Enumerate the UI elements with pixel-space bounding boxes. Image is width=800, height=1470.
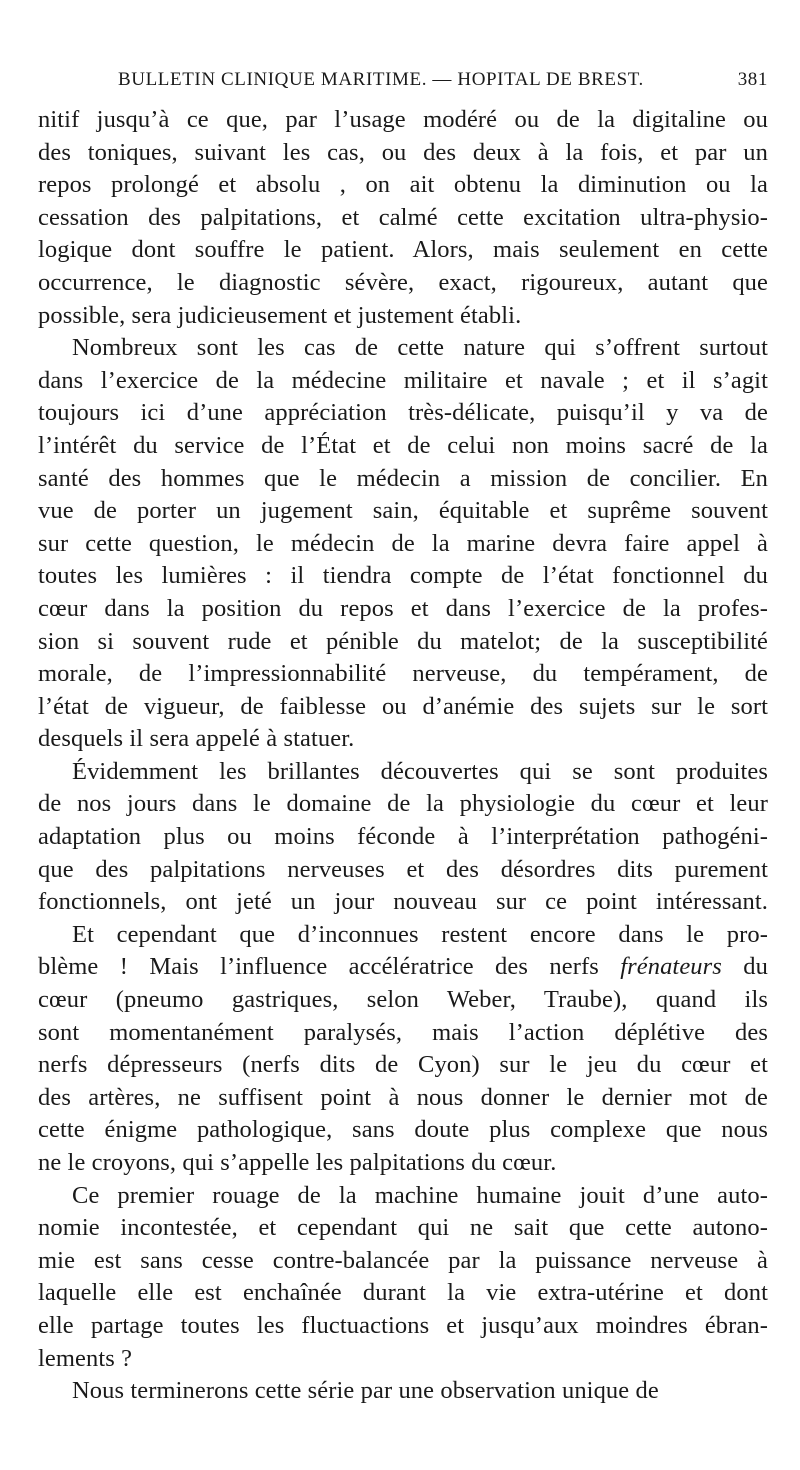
text-line: sont momentanément paralysés, mais l’action déplétive des	[38, 1018, 768, 1046]
text-line: morale, de l’impressionnabilité nerveuse, du tempérament, de	[38, 660, 768, 688]
text-line: vue de porter un jugement sain, équitable et suprême souvent	[38, 497, 768, 525]
text-line: blème ! Mais l’influence accélératrice des nerfs frénateurs du	[38, 953, 768, 981]
running-header	[38, 62, 768, 98]
text-line: laquelle elle est enchaînée durant la vie extra-utérine et dont	[38, 1279, 768, 1307]
text-line: Évidemment les brillantes découvertes qui se sont produites	[72, 757, 768, 785]
text-line: mie est sans cesse contre-balancée par la puissance nerveuse à	[38, 1246, 768, 1274]
text-line: Ce premier rouage de la machine humaine jouit d’une auto-	[72, 1181, 768, 1209]
text-line: repos prolongé et absolu , on ait obtenu la diminution ou la	[38, 171, 768, 199]
text-line: cessation des palpitations, et calmé cette excitation ultra-physio-	[38, 203, 768, 231]
text-line: logique dont souffre le patient. Alors, mais seulement en cette	[38, 236, 768, 264]
text-line: toutes les lumières : il tiendra compte de l’état fonctionnel du	[38, 562, 768, 590]
text-line: sion si souvent rude et pénible du matelot; de la susceptibilité	[38, 627, 768, 655]
text-line: que des palpitations nerveuses et des désordres dits purement	[38, 855, 768, 883]
text-line: elle partage toutes les fluctuactions et jusqu’aux moindres ébran-	[38, 1311, 768, 1339]
text-line: de nos jours dans le domaine de la physiologie du cœur et leur	[38, 790, 768, 818]
text-line: Et cependant que d’inconnues restent encore dans le pro-	[72, 920, 768, 948]
text-line: desquels il sera appelé à statuer.	[38, 725, 355, 753]
italic-term: frénateurs	[620, 953, 722, 981]
document-page	[38, 62, 768, 1452]
text-line: santé des hommes que le médecin a mission de concilier. En	[38, 464, 768, 492]
text-line: occurrence, le diagnostic sévère, exact, rigoureux, autant que	[38, 268, 768, 296]
text-line: des artères, ne suffisent point à nous donner le dernier mot de	[38, 1083, 768, 1111]
text-line: l’intérêt du service de l’État et de celui non moins sacré de la	[38, 431, 768, 459]
text-line: cœur dans la position du repos et dans l’exercice de la profes-	[38, 594, 768, 622]
text-line: nerfs dépresseurs (nerfs dits de Cyon) sur le jeu du cœur et	[38, 1051, 768, 1079]
text-line: dans l’exercice de la médecine militaire et navale ; et il s’agit	[38, 366, 768, 394]
running-title: BULLETIN CLINIQUE MARITIME. — HOPITAL DE BREST.	[118, 69, 644, 90]
text-line: lements ?	[38, 1344, 133, 1372]
text-line: des toniques, suivant les cas, ou des deux à la fois, et par un	[38, 138, 768, 166]
text-line: sur cette question, le médecin de la marine devra faire appel à	[38, 529, 768, 557]
text-line: nomie incontestée, et cependant qui ne sait que cette autono-	[38, 1214, 768, 1242]
text-line: Nombreux sont les cas de cette nature qui s’offrent surtout	[72, 334, 768, 362]
page-number: 381	[737, 69, 768, 90]
text-line: l’état de vigueur, de faiblesse ou d’anémie des sujets sur le sort	[38, 692, 768, 720]
text-line: cœur (pneumo gastriques, selon Weber, Traube), quand ils	[38, 986, 768, 1014]
text-line: toujours ici d’une appréciation très-délicate, puisqu’il y va de	[38, 399, 768, 427]
text-line: cette énigme pathologique, sans doute plus complexe que nous	[38, 1116, 768, 1144]
text-line: Nous terminerons cette série par une observation unique de	[72, 1377, 659, 1405]
text-line: ne le croyons, qui s’appelle les palpitations du cœur.	[38, 1149, 557, 1176]
text-line: fonctionnels, ont jeté un jour nouveau sur ce point intéressant.	[38, 888, 768, 916]
body-text	[38, 104, 768, 1408]
text-line: adaptation plus ou moins féconde à l’interprétation pathogéni-	[38, 823, 768, 851]
text-line: nitif jusqu’à ce que, par l’usage modéré ou de la digitaline ou	[38, 106, 768, 133]
text-line: possible, sera judicieusement et justement établi.	[38, 301, 522, 329]
